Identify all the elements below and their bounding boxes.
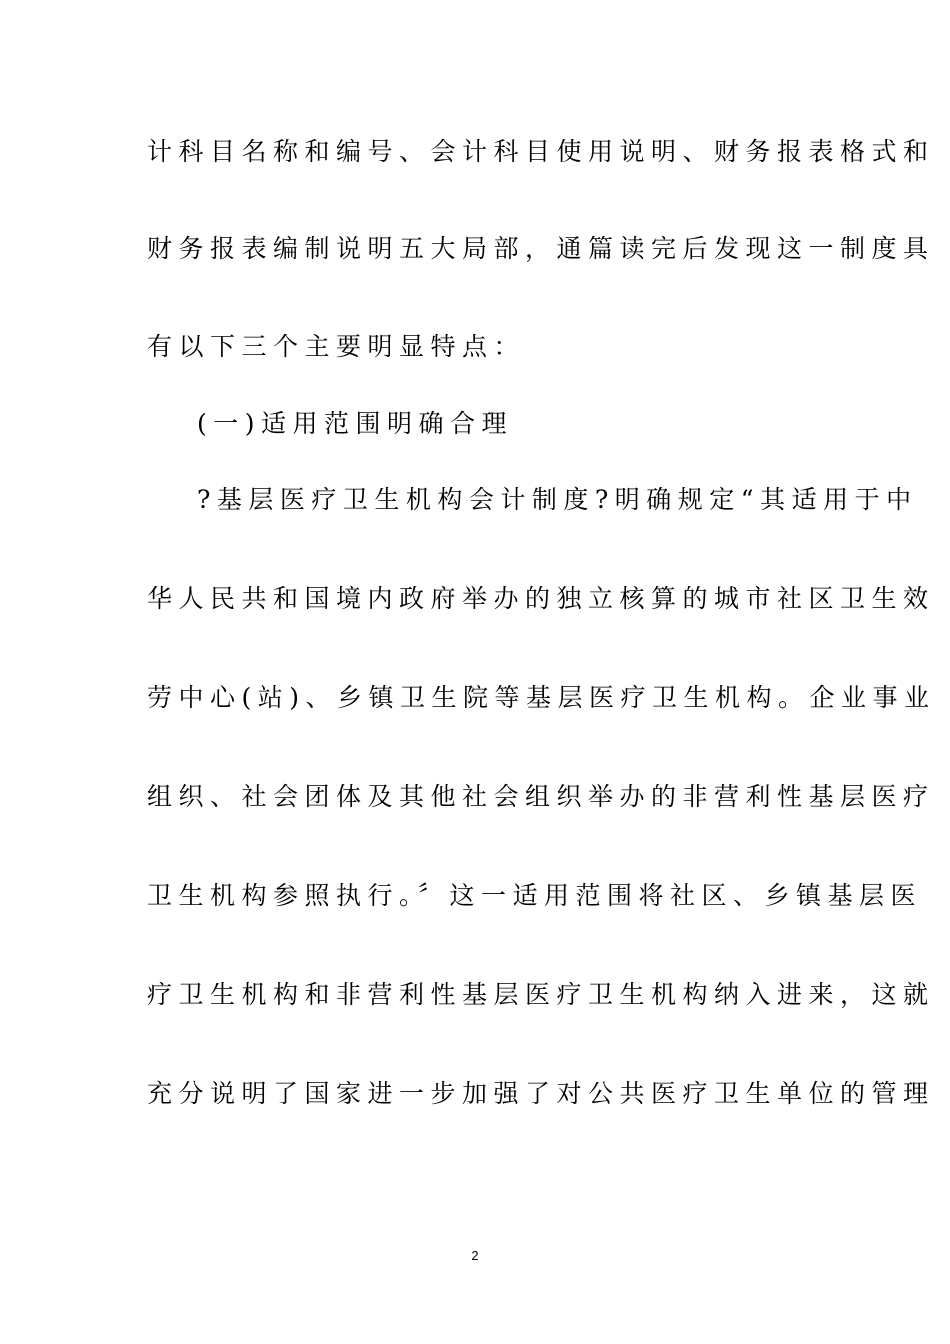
body-text-line: 充分说明了国家进一步加强了对公共医疗卫生单位的管理 xyxy=(147,1079,935,1108)
body-text-line: 卫生机构参照执行。〞这一适用范围将社区、乡镇基层医 xyxy=(147,881,923,910)
body-text-line: 劳中心(站)、乡镇卫生院等基层医疗卫生机构。企业事业 xyxy=(147,683,936,712)
body-text-line: 财务报表编制说明五大局部，通篇读完后发现这一制度具 xyxy=(147,234,935,263)
body-text-line: 华人民共和国境内政府举办的独立核算的城市社区卫生效 xyxy=(147,584,935,613)
page-number: 2 xyxy=(471,1248,479,1263)
body-text-line: 组织、社会团体及其他社会组织举办的非营利性基层医疗 xyxy=(147,782,935,811)
body-text-line: ?基层医疗卫生机构会计制度?明确规定“其适用于中 xyxy=(197,485,918,514)
body-text-line: 疗卫生机构和非营利性基层医疗卫生机构纳入进来，这就 xyxy=(147,980,935,1009)
body-text-line: 计科目名称和编号、会计科目使用说明、财务报表格式和 xyxy=(147,137,935,166)
body-text-line: 有以下三个主要明显特点： xyxy=(147,332,526,361)
section-heading: (一)适用范围明确合理 xyxy=(197,409,514,438)
